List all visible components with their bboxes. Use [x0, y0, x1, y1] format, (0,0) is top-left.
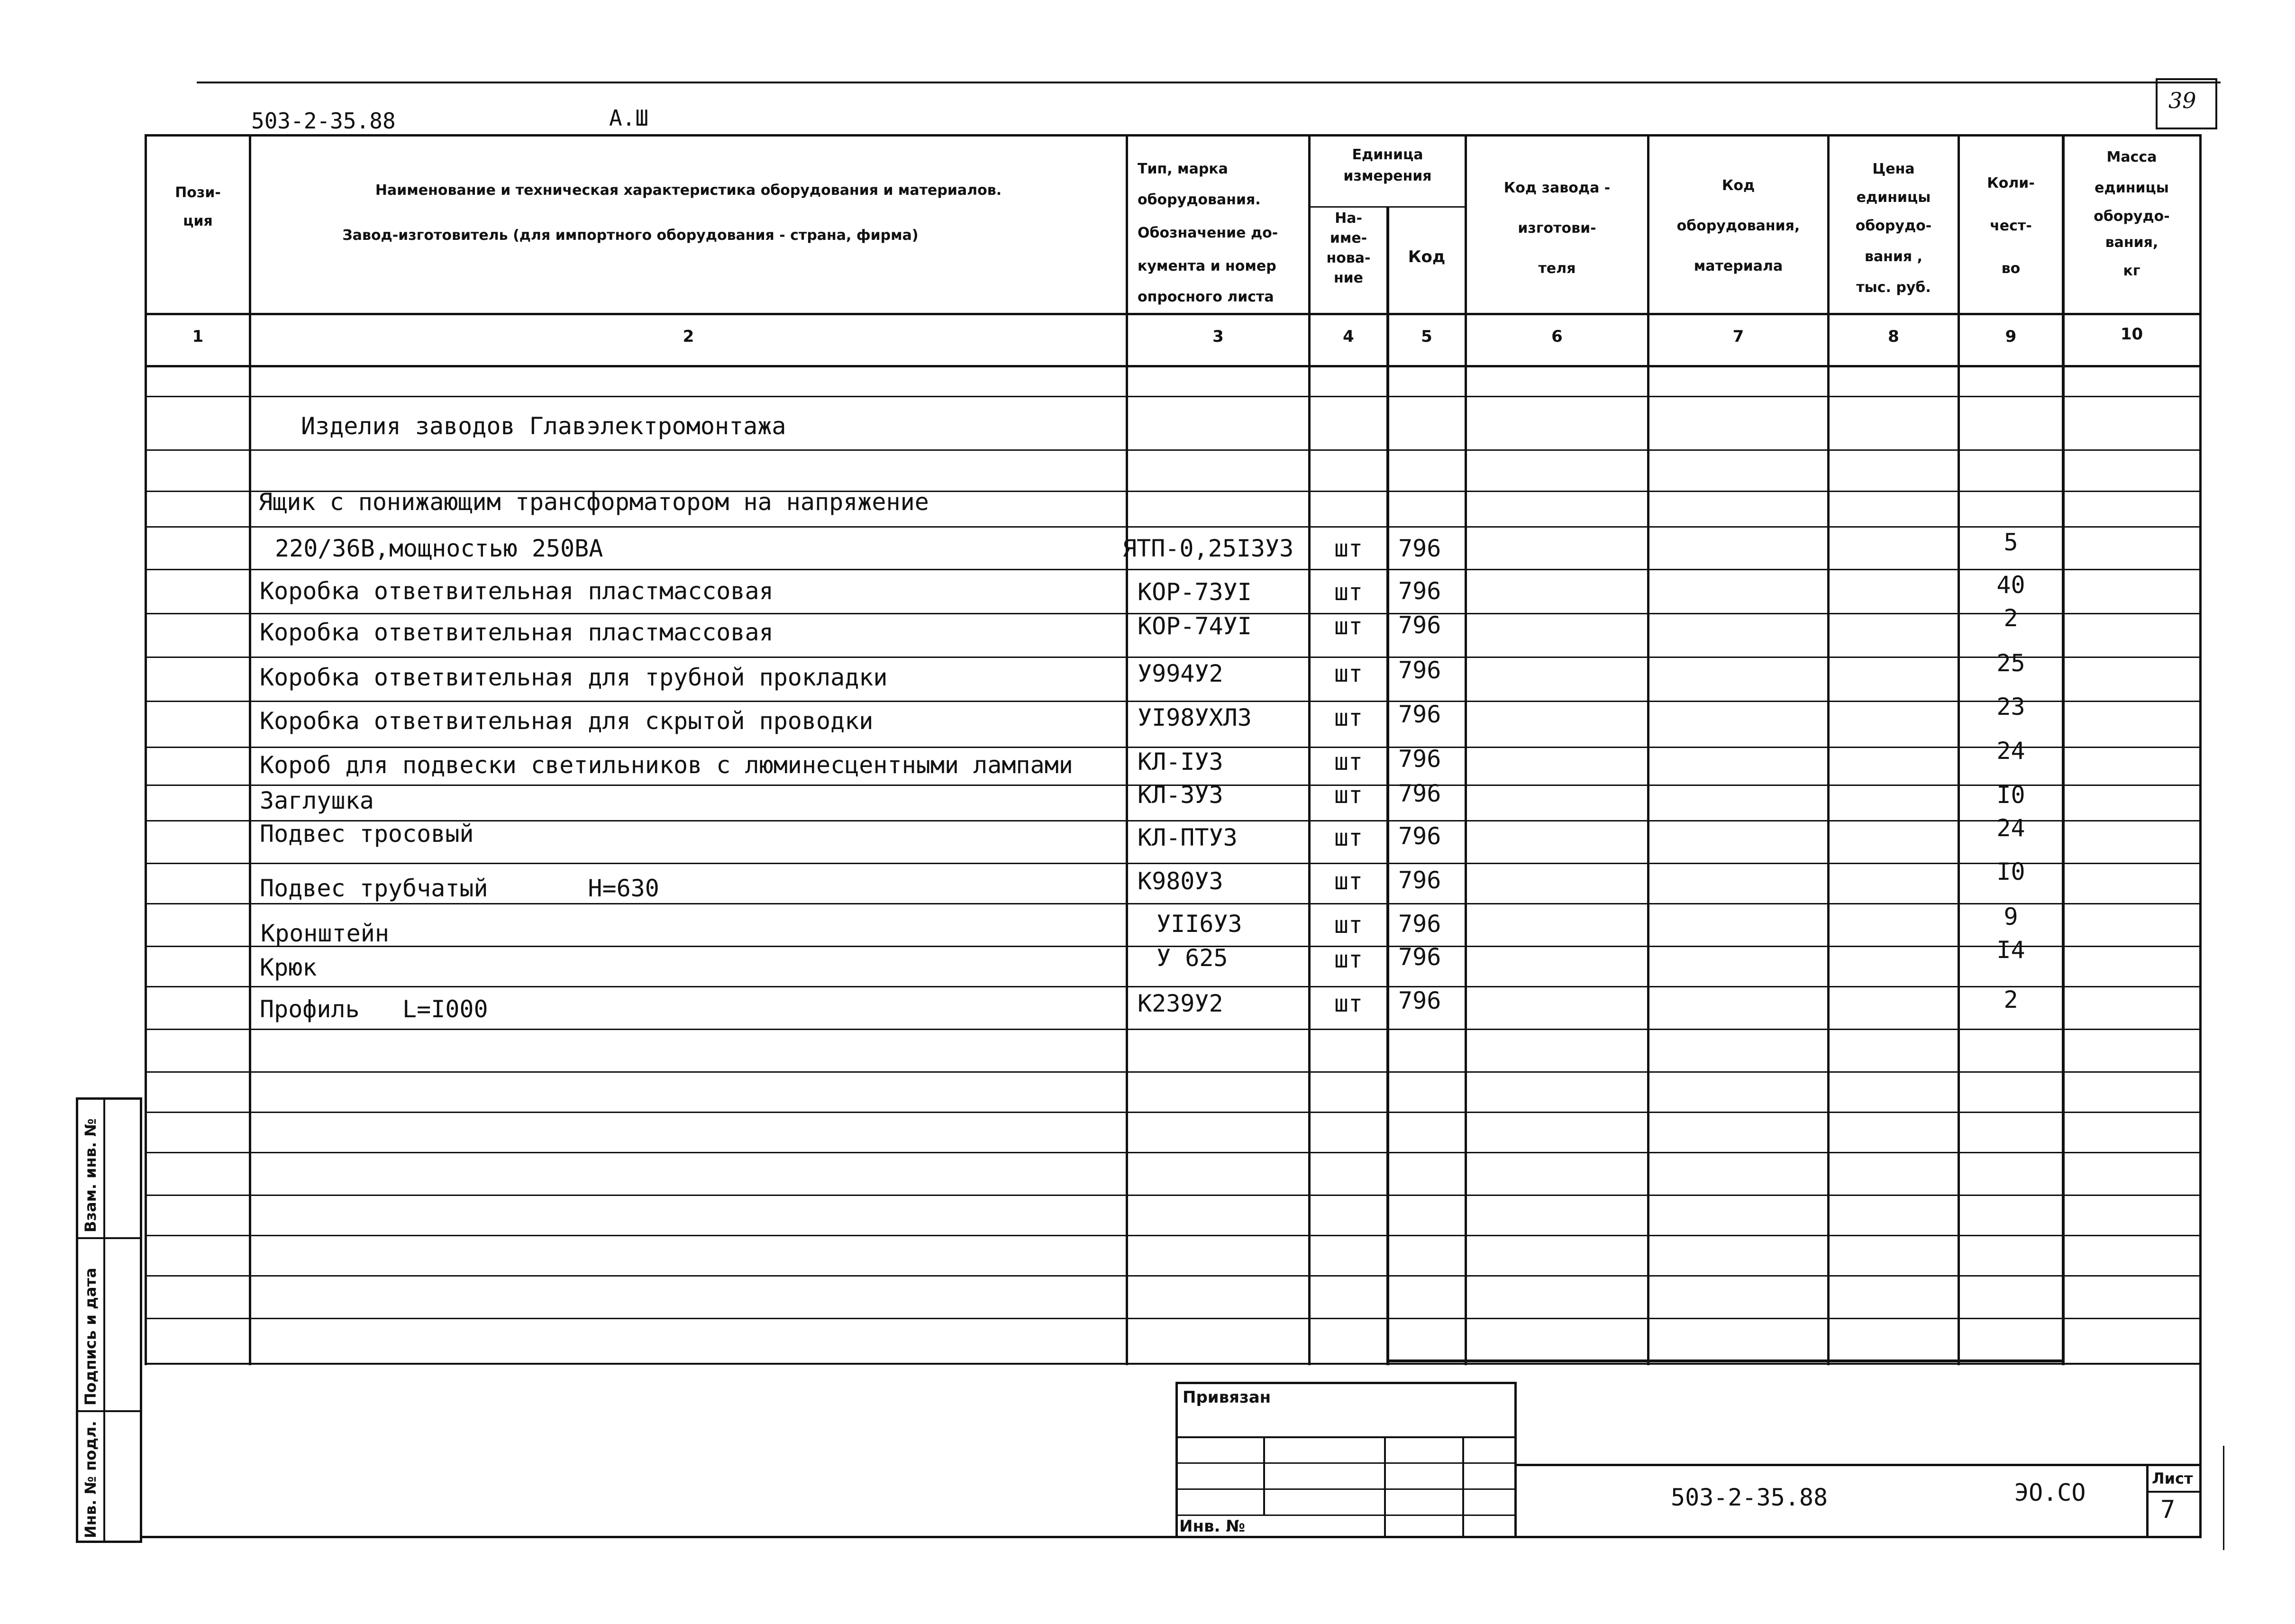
col3-header-d: кумента и номер: [1138, 258, 1276, 274]
unit-group-header-b: измерения: [1343, 168, 1432, 184]
sheet-number: 7: [2160, 1496, 2176, 1524]
row-qty: 25: [1996, 649, 2025, 677]
bottom-doc-code: 503-2-35.88: [1671, 1484, 1828, 1511]
row-code: 796: [1398, 657, 1441, 684]
doc-code-top: 503-2-35.88: [251, 108, 396, 134]
col10-header-b: единицы: [2095, 180, 2169, 196]
table-grid-line: [145, 1071, 2202, 1073]
row-qty: 24: [1996, 814, 2025, 842]
row-qty: 23: [1996, 693, 2025, 721]
top-rule: [197, 82, 2221, 83]
side-inv-label: Инв. № подл.: [82, 1421, 100, 1538]
row-name: Профиль L=I000: [260, 995, 488, 1023]
row-type: КОР-73УI: [1138, 578, 1252, 606]
col1-header-a: Пози-: [175, 184, 221, 201]
col8-header-c: оборудо-: [1855, 218, 1932, 234]
row-name: Подвес трубчатый Н=630: [260, 875, 659, 902]
row-name: Кронштейн: [261, 920, 389, 947]
row-code: 796: [1398, 745, 1441, 773]
col3-header-c: Обозначение до-: [1138, 225, 1278, 241]
col4-header-d: ние: [1333, 270, 1364, 286]
page-number: 39: [2168, 88, 2196, 113]
table-grid-line: [145, 1195, 2202, 1196]
row-unit: шт: [1334, 911, 1363, 939]
col4-header-a: На-: [1335, 210, 1362, 227]
table-grid-line: [145, 701, 2202, 702]
row-name: Коробка ответвительная для скрытой проводки: [260, 707, 874, 735]
section-title: Изделия заводов Главэлектромонтажа: [301, 412, 786, 440]
col8-header-a: Цена: [1872, 161, 1915, 177]
col7-header-a: Код: [1721, 177, 1755, 194]
row-unit: шт: [1334, 612, 1363, 640]
col3-header-b: оборудования.: [1138, 192, 1261, 208]
table-grid-line: [145, 903, 2202, 904]
row-code: 796: [1398, 577, 1441, 605]
col-num-9: 9: [2005, 327, 2017, 346]
col3-header-a: Тип, марка: [1138, 161, 1228, 177]
col5-header: Код: [1408, 247, 1446, 266]
table-grid-line: [145, 986, 2202, 987]
row-type: К239У2: [1138, 990, 1223, 1017]
row-type: УII6У3: [1157, 910, 1242, 938]
row-unit: шт: [1334, 990, 1363, 1017]
row-code: 796: [1398, 611, 1441, 639]
col-num-7: 7: [1732, 327, 1744, 346]
row-unit: шт: [1334, 535, 1363, 562]
row-name: Ящик с понижающим трансформатором на напряжение: [258, 488, 929, 516]
col-num-4: 4: [1343, 327, 1354, 346]
table-grid-line: [145, 1112, 2202, 1113]
col10-header-d: вания,: [2105, 234, 2158, 251]
col1-header-b: ция: [183, 213, 213, 229]
sheet-label: Лист: [2152, 1469, 2193, 1487]
table-grid-line: [145, 1152, 2202, 1153]
album-label: А.Ш: [609, 105, 649, 131]
attached-label: Привязан: [1183, 1388, 1271, 1407]
row-name: Коробка ответвительная пластмассовая: [260, 619, 774, 646]
side-vzam-label: Взам. инв. №: [82, 1118, 100, 1232]
row-code: 796: [1398, 867, 1441, 894]
table-grid-line: [145, 1275, 2202, 1277]
row-unit: шт: [1334, 781, 1363, 809]
row-unit: шт: [1334, 748, 1363, 776]
table-grid-line: [145, 657, 2202, 658]
row-qty: 40: [1996, 571, 2025, 599]
row-type: КЛ-IУ3: [1138, 748, 1223, 776]
col8-header-e: тыс. руб.: [1856, 279, 1931, 296]
col6-header-c: теля: [1538, 260, 1576, 277]
col10-header-e: кг: [2123, 263, 2140, 279]
row-code: 796: [1398, 701, 1441, 728]
col3-header-e: опросного листа: [1138, 289, 1274, 305]
col8-header-d: вания ,: [1864, 248, 1923, 265]
col2-header-b: Завод-изготовитель (для импортного оборудования - страна, фирма): [342, 227, 919, 244]
row-name: Крюк: [260, 954, 317, 981]
row-type: У 625: [1157, 944, 1228, 972]
col-num-6: 6: [1551, 327, 1563, 346]
row-qty: 24: [1996, 737, 2025, 765]
row-unit: шт: [1334, 578, 1363, 606]
col-num-5: 5: [1421, 327, 1432, 346]
inv-no-label: Инв. №: [1179, 1517, 1246, 1536]
bottom-section-code: ЭО.СО: [2014, 1479, 2086, 1506]
row-name: Короб для подвески светильников с люминесцентными лампами: [260, 751, 1073, 779]
row-qty: 5: [2004, 529, 2018, 556]
row-code: 796: [1398, 987, 1441, 1014]
row-code: 796: [1398, 943, 1441, 971]
row-code: 796: [1398, 822, 1441, 850]
row-type: ЯТП-0,25I3У3: [1122, 535, 1294, 562]
table-grid-line: [145, 1235, 2202, 1236]
row-name: Коробка ответвительная для трубной прокладки: [260, 664, 888, 691]
row-type: УI98УХЛ3: [1138, 704, 1252, 731]
row-type: КЛ-ПТУ3: [1138, 824, 1238, 851]
table-grid-line: [145, 1029, 2202, 1030]
row-unit: шт: [1334, 660, 1363, 687]
row-name: Заглушка: [260, 787, 374, 814]
col9-header-a: Коли-: [1987, 175, 2035, 192]
col10-header-a: Масса: [2106, 149, 2157, 165]
table-grid-line: [145, 863, 2202, 864]
table-grid-line: [145, 569, 2202, 570]
col-num-2: 2: [683, 327, 694, 346]
row-code: 796: [1398, 910, 1441, 938]
row-type: У994У2: [1138, 660, 1223, 687]
row-code: 796: [1398, 780, 1441, 807]
row-unit: шт: [1334, 867, 1363, 895]
row-qty: I0: [1996, 858, 2025, 885]
row-type: КОР-74УI: [1138, 612, 1252, 640]
col4-header-c: нова-: [1326, 250, 1371, 266]
row-qty: 9: [2004, 903, 2018, 931]
col7-header-b: оборудования,: [1676, 218, 1800, 234]
col7-header-c: материала: [1694, 258, 1783, 274]
col-num-10: 10: [2120, 325, 2143, 344]
col8-header-b: единицы: [1856, 189, 1931, 206]
table-grid-line: [145, 526, 2202, 528]
col-num-8: 8: [1888, 327, 1899, 346]
row-name: Коробка ответвительная пластмассовая: [260, 577, 774, 605]
row-unit: шт: [1334, 946, 1363, 973]
row-type: КЛ-3У3: [1138, 781, 1223, 809]
row-qty: I4: [1996, 936, 2025, 964]
col9-header-c: во: [2001, 260, 2021, 277]
table-grid-line: [145, 396, 2202, 397]
col4-header-b: име-: [1330, 230, 1367, 246]
row-unit: шт: [1334, 824, 1363, 851]
row-qty: 2: [2004, 986, 2018, 1013]
row-name: 220/36В,мощностью 250ВА: [275, 535, 603, 562]
table-grid-line: [145, 1318, 2202, 1319]
row-name: Подвес тросовый: [260, 820, 474, 848]
table-grid-line: [145, 449, 2202, 451]
col6-header-a: Код завода -: [1503, 180, 1611, 196]
row-code: 796: [1398, 535, 1441, 562]
row-type: К980У3: [1138, 867, 1223, 895]
row-unit: шт: [1334, 704, 1363, 731]
side-sign-label: Подпись и дата: [82, 1268, 100, 1405]
col9-header-b: чест-: [1990, 218, 2032, 234]
row-qty: 2: [2004, 604, 2018, 632]
col6-header-b: изготови-: [1518, 220, 1596, 237]
col2-header-a: Наименование и техническая характеристика оборудования и материалов.: [375, 182, 1002, 199]
col10-header-c: оборудо-: [2094, 208, 2170, 225]
unit-group-header-a: Единица: [1352, 146, 1423, 163]
col-num-3: 3: [1212, 327, 1224, 346]
col-num-1: 1: [192, 327, 204, 346]
row-qty: I0: [1996, 781, 2025, 809]
